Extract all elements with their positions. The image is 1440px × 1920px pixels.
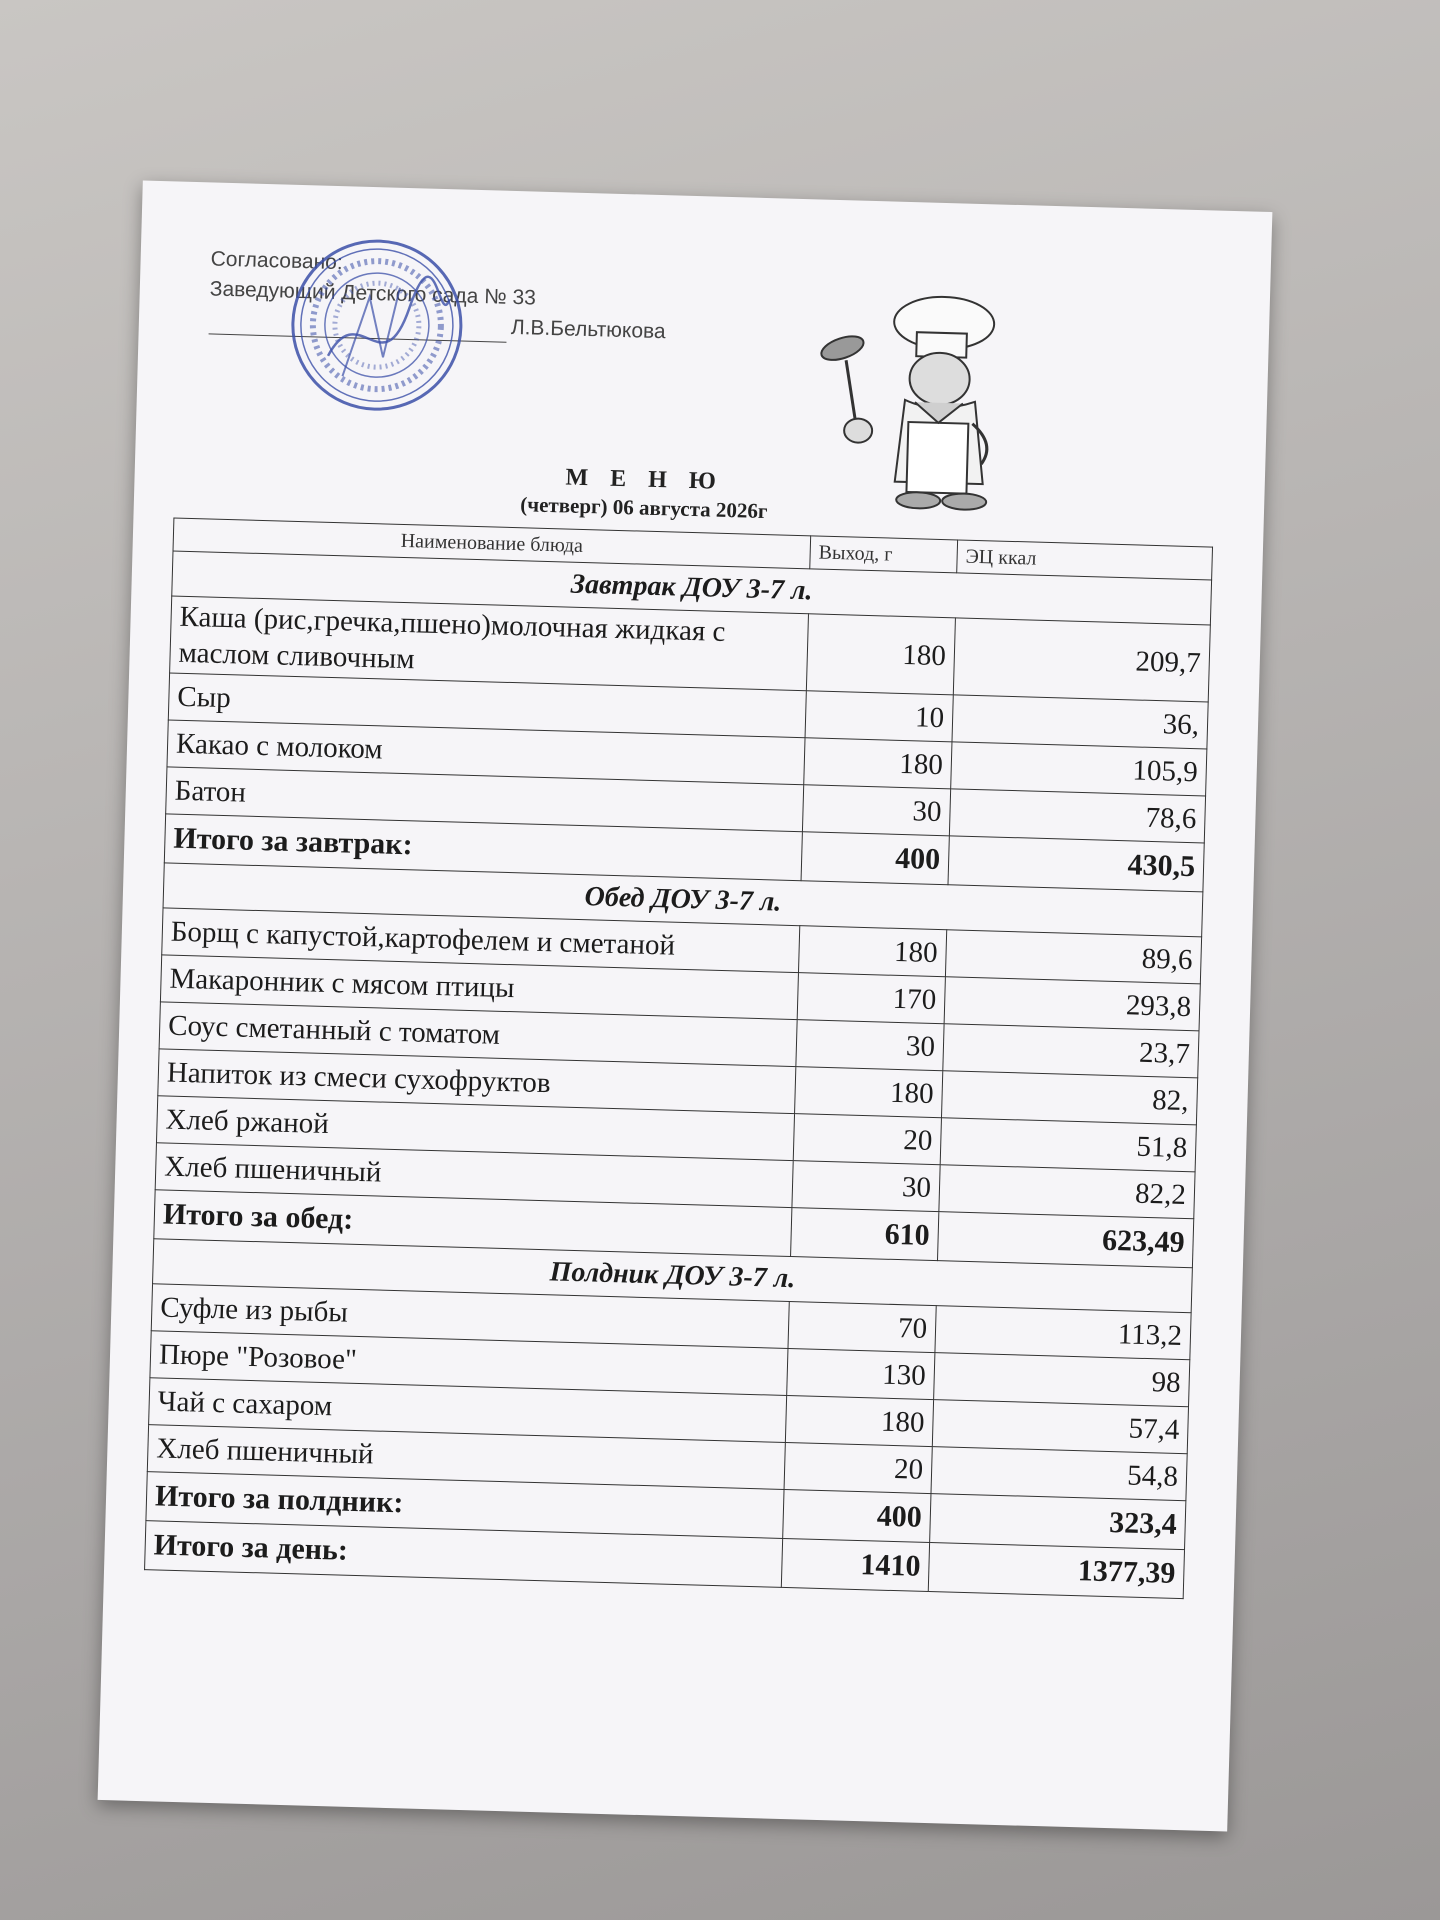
header-energy: ЭЦ ккал xyxy=(957,540,1213,580)
section-title: Обед ДОУ 3-7 л. xyxy=(163,863,1203,937)
dish-weight: 70 xyxy=(788,1302,936,1353)
dish-name: Какао с молоком xyxy=(167,720,805,785)
section-title: Завтрак ДОУ 3-7 л. xyxy=(172,551,1212,625)
menu-title: М Е Н Ю xyxy=(565,464,725,495)
dish-weight: 30 xyxy=(796,1020,944,1071)
dish-weight: 130 xyxy=(787,1349,935,1400)
dish-weight: 30 xyxy=(802,785,950,836)
dish-name: Пюре "Розовое" xyxy=(150,1331,788,1396)
total-weight: 400 xyxy=(801,832,949,885)
dish-name: Каша (рис,гречка,пшено)молочная жидкая с маслом сливочным xyxy=(170,596,809,691)
dish-name: Напиток из смеси сухофруктов xyxy=(158,1049,796,1114)
dish-name: Сыр xyxy=(168,673,806,738)
menu-table xyxy=(144,518,1213,1600)
total-kcal: 323,4 xyxy=(930,1494,1186,1550)
dish-weight: 20 xyxy=(784,1442,932,1493)
header-weight: Выход, г xyxy=(810,536,958,573)
dish-weight: 180 xyxy=(804,738,952,789)
menu-sheet xyxy=(98,181,1273,1832)
dish-kcal: 293,8 xyxy=(944,977,1200,1031)
header-dish-name: Наименование блюда xyxy=(173,518,811,569)
dish-kcal: 82,2 xyxy=(939,1165,1195,1219)
day-total-label: Итого за день: xyxy=(145,1521,783,1588)
menu-date: (четверг) 06 августа 2026г xyxy=(519,492,768,524)
dish-weight: 20 xyxy=(793,1114,941,1165)
dish-kcal: 89,6 xyxy=(945,930,1201,984)
dish-kcal: 54,8 xyxy=(931,1447,1187,1501)
dish-weight: 180 xyxy=(806,614,955,695)
dish-name: Хлеб ржаной xyxy=(156,1096,794,1161)
day-total-weight: 1410 xyxy=(781,1538,929,1591)
dish-name: Хлеб пшеничный xyxy=(147,1425,785,1490)
total-label: Итого за полдник: xyxy=(146,1472,784,1539)
dish-weight: 170 xyxy=(797,973,945,1024)
dish-name: Батон xyxy=(166,767,804,832)
dish-kcal: 209,7 xyxy=(953,618,1210,702)
dish-kcal: 113,2 xyxy=(935,1306,1191,1360)
dish-kcal: 78,6 xyxy=(949,789,1205,843)
dish-weight: 10 xyxy=(805,691,953,742)
dish-name: Хлеб пшеничный xyxy=(155,1143,793,1208)
dish-name: Макаронник с мясом птицы xyxy=(160,955,798,1020)
dish-kcal: 36, xyxy=(952,695,1208,749)
total-weight: 400 xyxy=(783,1489,931,1542)
total-weight: 610 xyxy=(791,1208,939,1261)
dish-kcal: 23,7 xyxy=(943,1024,1199,1078)
total-kcal: 430,5 xyxy=(948,836,1204,892)
dish-kcal: 98 xyxy=(934,1353,1190,1407)
total-label: Итого за завтрак: xyxy=(164,814,802,881)
round-stamp-seal xyxy=(286,235,467,416)
signatory-name: Л.В.Бельтюкова xyxy=(510,315,667,344)
dish-weight: 30 xyxy=(792,1161,940,1212)
dish-weight: 180 xyxy=(795,1067,943,1118)
total-kcal: 623,49 xyxy=(937,1212,1193,1268)
dish-weight: 180 xyxy=(798,926,946,977)
day-total-kcal: 1377,39 xyxy=(928,1543,1184,1599)
dish-name: Борщ с капустой,картофелем и сметаной xyxy=(162,908,800,973)
approval-line-1: Согласовано: xyxy=(210,247,344,275)
section-title: Полдник ДОУ 3-7 л. xyxy=(153,1239,1193,1313)
dish-name: Чай с сахаром xyxy=(149,1378,787,1443)
dish-weight: 180 xyxy=(785,1395,933,1446)
dish-name: Соус сметанный с томатом xyxy=(159,1002,797,1067)
approval-line-2: Заведующий Детского сада № 33 xyxy=(209,277,537,310)
total-label: Итого за обед: xyxy=(154,1190,792,1257)
dish-kcal: 57,4 xyxy=(932,1400,1188,1454)
dish-kcal: 105,9 xyxy=(951,742,1207,796)
dish-kcal: 51,8 xyxy=(940,1118,1196,1172)
dish-kcal: 82, xyxy=(941,1071,1197,1125)
dish-name: Суфле из рыбы xyxy=(151,1284,789,1349)
